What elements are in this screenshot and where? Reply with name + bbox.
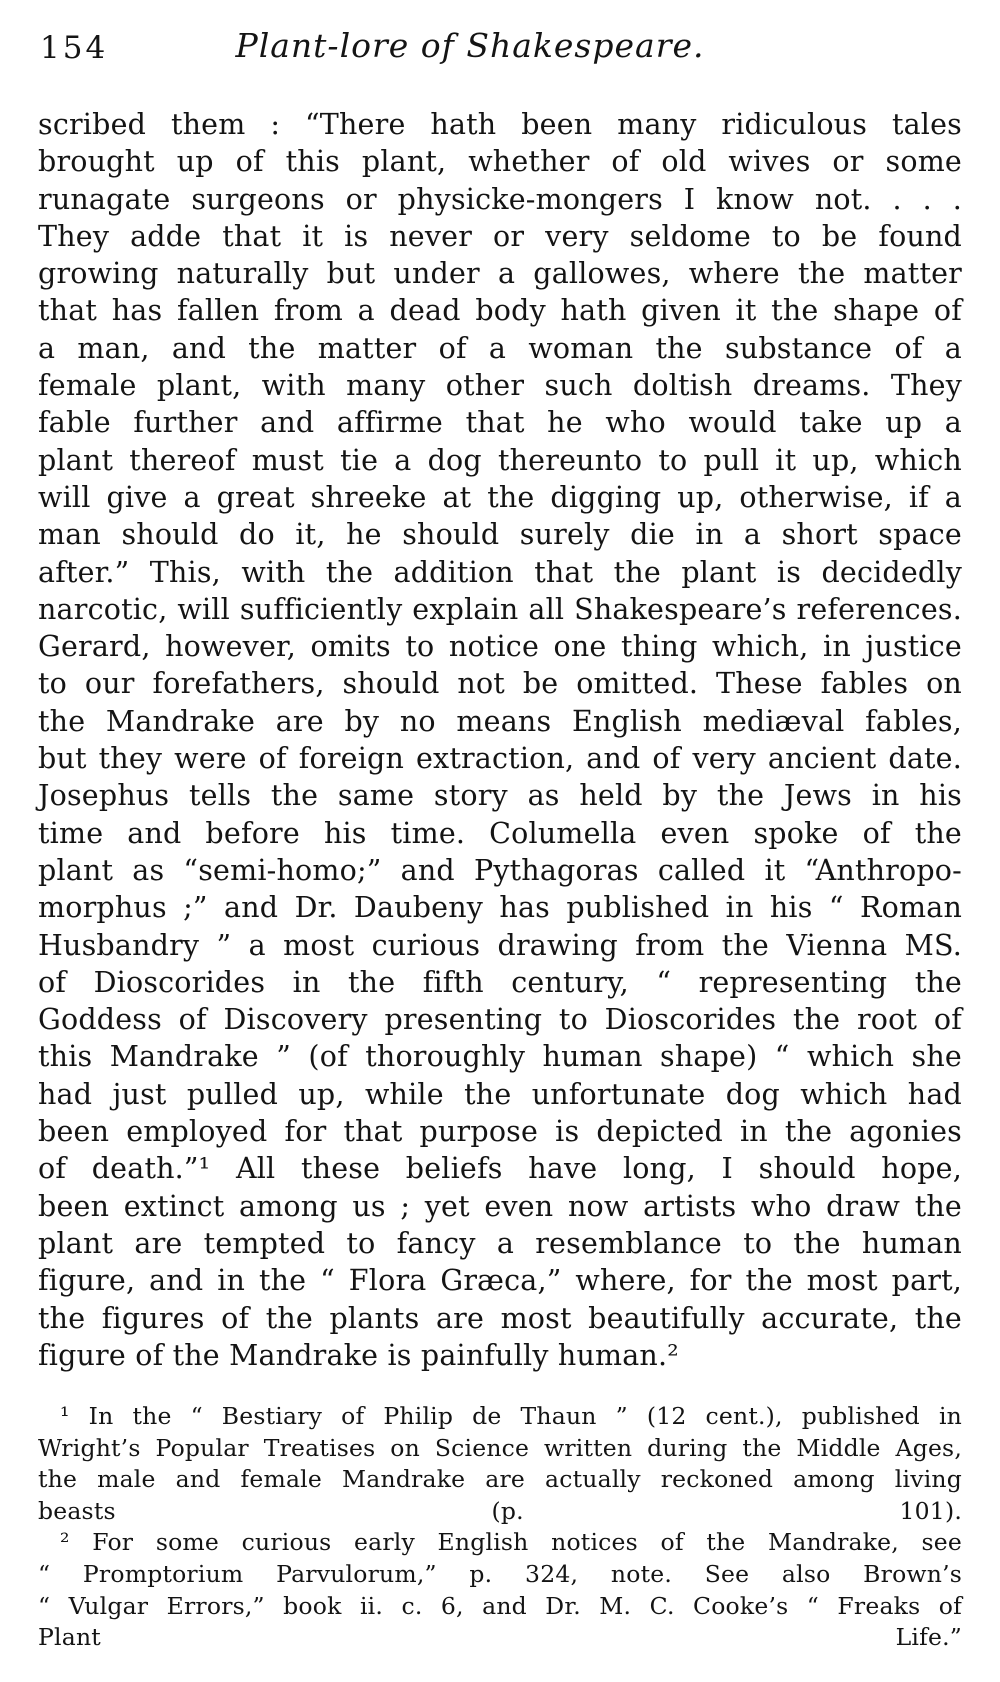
body-line: figure of the Mandrake is painfully human.²: [38, 1338, 679, 1372]
body-text: [38, 106, 962, 1374]
footnote-line: “ Promptorium Parvulorum,” p. 324, note. See also Brown’s: [38, 1560, 962, 1589]
body-line: brought up of this plant, whether of old wives or some: [38, 145, 962, 179]
footnote-line: Plant Life.”: [38, 1623, 962, 1652]
body-line: narcotic, will sufficiently explain all Shakespeare’s references.: [38, 592, 962, 626]
body-line: but they were of foreign extraction, and of very ancient date.: [38, 742, 962, 776]
footnote-line: Wright’s Popular Treatises on Science written during the Middle Ages,: [38, 1433, 962, 1462]
body-line: time and before his time. Columella even spoke of the: [38, 816, 962, 850]
body-line: female plant, with many other such doltish dreams. They: [38, 369, 962, 403]
body-line: Goddess of Discovery presenting to Dioscorides the root of: [38, 1003, 962, 1037]
footnote-line: beasts (p. 101).: [38, 1496, 962, 1525]
body-line: growing naturally but under a gallowes, where the matter: [38, 257, 962, 291]
body-line: scribed them : “There hath been many ridiculous tales: [38, 108, 962, 141]
running-title: Plant-lore of Shakespeare.: [235, 26, 705, 65]
body-line: morphus ;” and Dr. Daubeny has published in his “ Roman: [38, 891, 962, 925]
body-line: will give a great shreeke at the digging up, otherwise, if a: [38, 480, 962, 514]
body-line: man should do it, he should surely die in a short space: [38, 518, 962, 552]
body-line: this Mandrake ” (of thoroughly human shape) “ which she: [38, 1040, 962, 1074]
body-line: Gerard, however, omits to notice one thing which, in justice: [38, 630, 962, 664]
body-line: fable further and affirme that he who would take up a: [38, 406, 962, 440]
body-line: to our forefathers, should not be omitted. These fables on: [38, 667, 962, 701]
footnote-line: “ Vulgar Errors,” book ii. c. 6, and Dr. M. C. Cooke’s “ Freaks of: [38, 1591, 962, 1620]
body-line: runagate surgeons or physicke-mongers I know not. . . .: [38, 182, 962, 216]
body-line: figure, and in the “ Flora Græca,” where, for the most part,: [38, 1264, 962, 1298]
body-line: of Dioscorides in the fifth century, “ representing the: [38, 965, 962, 999]
body-line: had just pulled up, while the unfortunate dog which had: [38, 1077, 962, 1111]
body-line: Josephus tells the same story as held by the Jews in his: [38, 779, 962, 813]
page-header: [38, 26, 962, 76]
page-number: 154: [40, 30, 109, 66]
footnote-line: the male and female Mandrake are actually reckoned among living: [38, 1465, 962, 1494]
footnote-line: ¹ In the “ Bestiary of Philip de Thaun ” (12 cent.), published in: [60, 1402, 962, 1431]
body-line: of death.”¹ All these beliefs have long, I should hope,: [38, 1152, 962, 1186]
body-line: plant thereof must tie a dog thereunto to pull it up, which: [38, 443, 962, 477]
body-line: the figures of the plants are most beautifully accurate, the: [38, 1301, 962, 1335]
footnotes: [38, 1401, 962, 1654]
body-line: the Mandrake are by no means English mediæval fables,: [38, 704, 962, 738]
body-line: been extinct among us ; yet even now artists who draw the: [38, 1189, 962, 1223]
body-line: Husbandry ” a most curious drawing from the Vienna MS.: [38, 928, 962, 962]
body-line: that has fallen from a dead body hath given it the shape of: [38, 294, 962, 328]
body-line: after.” This, with the addition that the plant is decidedly: [38, 555, 962, 589]
body-line: plant as “semi-homo;” and Pythagoras called it “Anthropo-: [38, 853, 962, 887]
body-line: plant are tempted to fancy a resemblance to the human: [38, 1226, 962, 1260]
footnote-line: ² For some curious early English notices of the Mandrake, see: [60, 1528, 962, 1557]
body-line: been employed for that purpose is depicted in the agonies: [38, 1115, 962, 1149]
body-line: a man, and the matter of a woman the substance of a: [38, 331, 962, 365]
body-line: They adde that it is never or very seldome to be found: [38, 219, 962, 253]
